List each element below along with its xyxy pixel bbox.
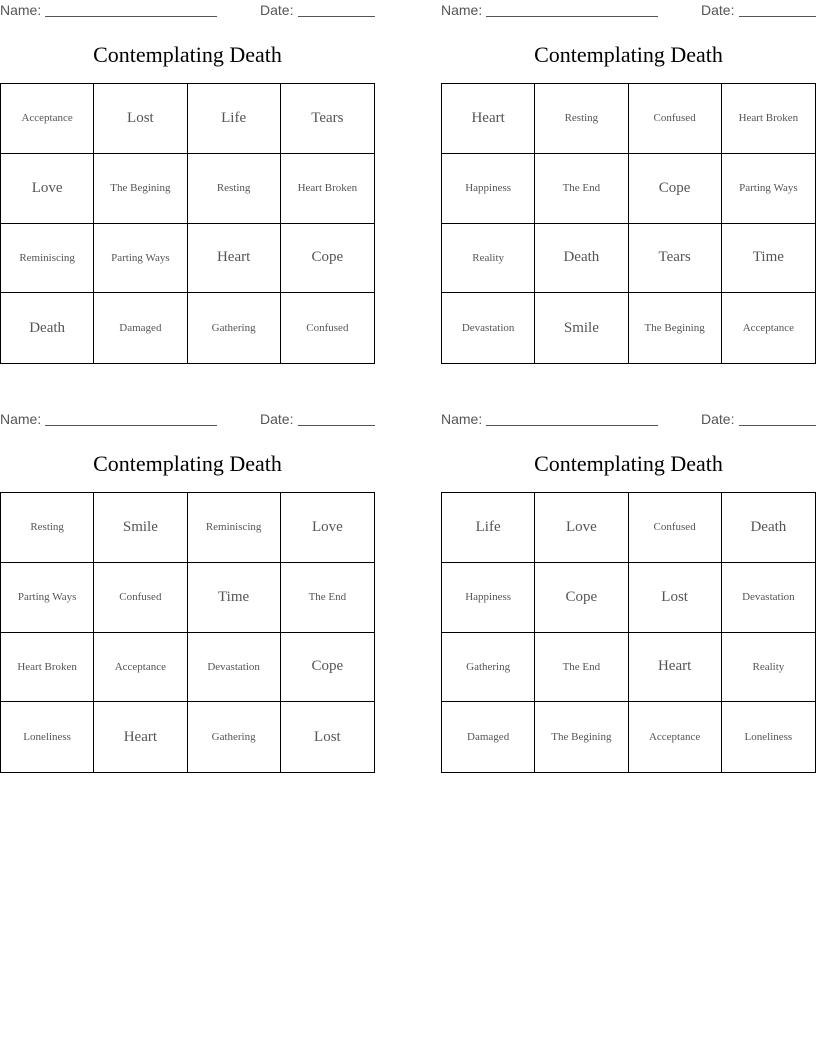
bingo-cell: Heart xyxy=(442,84,535,154)
bingo-cell: Confused xyxy=(629,493,722,563)
name-label: Name: xyxy=(441,2,483,18)
card-header xyxy=(0,0,375,22)
bingo-cell: Damaged xyxy=(94,293,187,363)
bingo-grid xyxy=(441,492,816,773)
bingo-cell: Confused xyxy=(94,563,187,633)
name-label: Name: xyxy=(0,2,42,18)
bingo-cell: Gathering xyxy=(188,293,281,363)
bingo-cell: Damaged xyxy=(442,702,535,772)
bingo-grid xyxy=(0,492,375,773)
bingo-cell: Time xyxy=(188,563,281,633)
bingo-cell: Resting xyxy=(1,493,94,563)
bingo-cell: The Begining xyxy=(629,293,722,363)
bingo-cell: Lost xyxy=(629,563,722,633)
bingo-cell: Life xyxy=(188,84,281,154)
bingo-cell: The Begining xyxy=(535,702,628,772)
bingo-cell: Acceptance xyxy=(742,322,795,335)
bingo-cell: Death xyxy=(722,493,815,563)
bingo-cell: Lost xyxy=(314,728,341,745)
bingo-cell: The End xyxy=(281,563,374,633)
bingo-cell: Smile xyxy=(535,293,628,363)
bingo-cell: Reality xyxy=(442,224,535,294)
bingo-cell: Acceptance xyxy=(94,633,187,703)
name-field-line xyxy=(45,425,217,426)
bingo-cell: Heart Broken xyxy=(281,154,374,224)
bingo-cell: The End xyxy=(535,154,628,224)
date-field-line xyxy=(298,16,375,17)
card-title: Contemplating Death xyxy=(534,451,723,476)
bingo-cell: Resting xyxy=(535,84,628,154)
bingo-cell: Tears xyxy=(281,84,374,154)
date-field-line xyxy=(739,425,816,426)
bingo-grid xyxy=(441,83,816,364)
bingo-cell: Cope xyxy=(629,154,722,224)
bingo-cell: Happiness xyxy=(442,154,535,224)
bingo-cell: Parting Ways xyxy=(94,224,187,294)
bingo-cell: Happiness xyxy=(442,563,535,633)
name-label: Name: xyxy=(0,411,42,427)
bingo-cell: Devastation xyxy=(188,633,281,703)
bingo-cell: Confused xyxy=(629,84,722,154)
bingo-cell: Lost xyxy=(94,84,187,154)
bingo-cell: Heart xyxy=(629,633,722,703)
bingo-cell: Death xyxy=(1,293,94,363)
bingo-cell: Heart xyxy=(188,224,281,294)
bingo-cell: Acceptance xyxy=(629,702,722,772)
date-field-line xyxy=(298,425,375,426)
bingo-cell: Loneliness xyxy=(1,702,94,772)
name-field-line xyxy=(486,16,658,17)
card-header xyxy=(441,409,816,431)
card-header xyxy=(441,0,816,22)
bingo-cell: Gathering xyxy=(442,633,535,703)
bingo-cell: Death xyxy=(535,224,628,294)
card-header xyxy=(0,409,375,431)
name-label: Name: xyxy=(441,411,483,427)
bingo-cell: Cope xyxy=(281,633,374,703)
card-title: Contemplating Death xyxy=(93,42,282,67)
card-title: Contemplating Death xyxy=(534,42,723,67)
bingo-cell: Love xyxy=(535,493,628,563)
bingo-cell: Time xyxy=(722,224,815,294)
bingo-cell: Heart Broken xyxy=(722,84,815,154)
bingo-cell: Cope xyxy=(535,563,628,633)
bingo-cell: Acceptance xyxy=(1,84,94,154)
bingo-cell: Reminiscing xyxy=(188,493,281,563)
bingo-cell: Heart xyxy=(94,702,187,772)
date-label: Date: xyxy=(260,2,294,18)
bingo-cell: Love xyxy=(281,493,374,563)
bingo-cell: Love xyxy=(1,154,94,224)
bingo-cell: Smile xyxy=(94,493,187,563)
bingo-cell: Reminiscing xyxy=(1,224,94,294)
date-label: Date: xyxy=(701,411,735,427)
bingo-cell: Parting Ways xyxy=(1,563,94,633)
bingo-cell: The Begining xyxy=(94,154,187,224)
bingo-cell: Reality xyxy=(722,633,815,703)
bingo-cell: Life xyxy=(442,493,535,563)
bingo-cell: Gathering xyxy=(188,702,281,772)
date-label: Date: xyxy=(701,2,735,18)
bingo-cell: Confused xyxy=(306,322,349,335)
date-field-line xyxy=(739,16,816,17)
date-label: Date: xyxy=(260,411,294,427)
bingo-cell: The End xyxy=(535,633,628,703)
bingo-cell: Loneliness xyxy=(744,731,793,744)
bingo-card xyxy=(441,409,816,744)
name-field-line xyxy=(45,16,217,17)
bingo-cell: Devastation xyxy=(442,293,535,363)
card-title: Contemplating Death xyxy=(93,451,282,476)
bingo-cell: Devastation xyxy=(722,563,815,633)
bingo-card xyxy=(0,409,375,745)
bingo-grid xyxy=(0,83,375,364)
bingo-card xyxy=(441,0,816,336)
name-field-line xyxy=(486,425,658,426)
bingo-cell: Parting Ways xyxy=(722,154,815,224)
bingo-cell: Cope xyxy=(281,224,374,294)
bingo-cell: Tears xyxy=(629,224,722,294)
bingo-cell: Heart Broken xyxy=(1,633,94,703)
bingo-card xyxy=(0,0,375,336)
bingo-cell: Resting xyxy=(188,154,281,224)
